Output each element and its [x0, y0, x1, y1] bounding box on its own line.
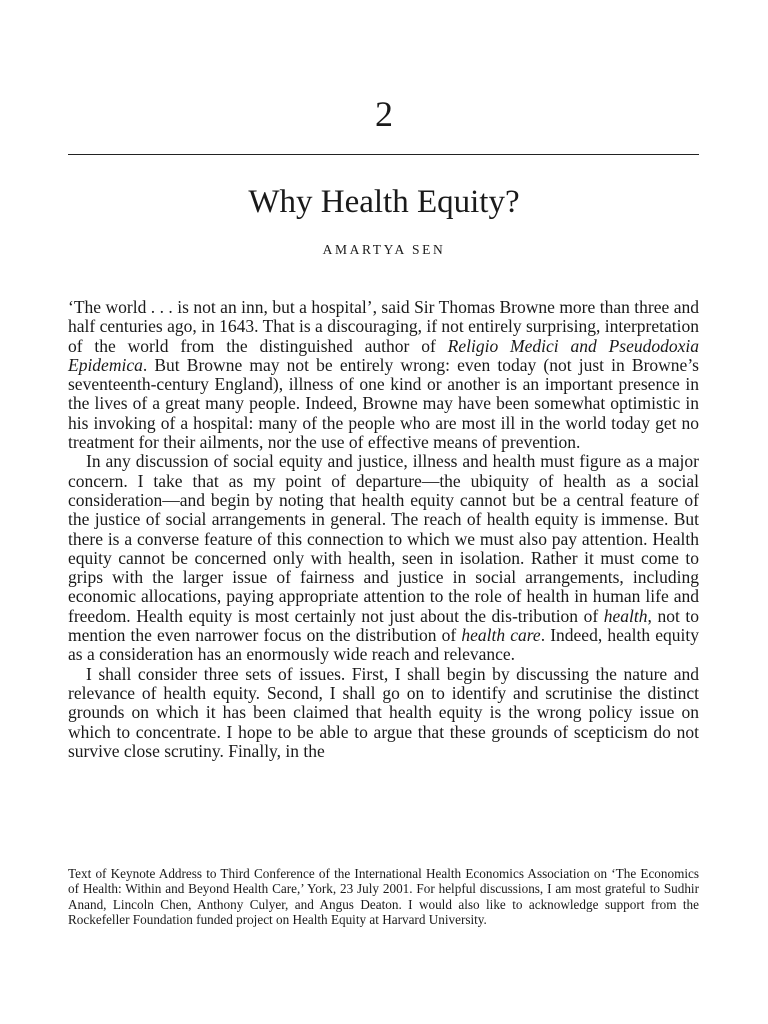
footnote: Text of Keynote Address to Third Conference of the International Health Economics Association on ‘The Economics of Health: Within and Beyond Health Care,’ York, 23 July 2001. For helpful discussions, I am most grateful to Sudhir Anand, Lincoln Chen, Anthony Culyer, and Angus Deaton. I would also like to acknowledge support from the Rockefeller Foundation funded project on Health Equity at Harvard University. [68, 866, 699, 928]
paragraph-1 [68, 298, 699, 452]
paragraph-2-run-5: . Indeed, health equity as a consideration has an enormously wide reach and relevance. [68, 625, 700, 665]
chapter-number: 2 [375, 94, 393, 134]
health-italic: health [603, 605, 648, 626]
chapter-author: AMARTYA SEN [322, 242, 446, 257]
paragraph-1-run-3: . But Browne may not be entirely wrong: even today (not just in Browne’s seventeenth-century England), illness of one kind or another is an important presence in the lives of a great many people. Indeed, Browne may have been somewhat optimistic in his invoking of a hospital: many of the people who are most ill in the world today get no treatment for their ailments, nor the use of effective means of prevention. [68, 354, 699, 453]
paragraph-1-run-1: ‘The world . . . is not an inn, but a hospital’, said Sir Thomas Browne more than three and half centuries ago, in 1643. That is a discouraging, if not entirely surprising, interpretation of the world from the distinguished author of [68, 297, 699, 356]
health-care-italic: health care [461, 625, 541, 646]
paragraph-3 [68, 665, 699, 761]
chapter-title: Why Health Equity? [248, 184, 520, 220]
book-title-italic: Religio Medici and Pseudodoxia Epidemica [68, 335, 699, 375]
paragraph-2-run-1: In any discussion of social equity and justice, illness and health must figure as a major concern. I take that as my point of departure—the ubiquity of health as a social consideration—and begin by noting that health equity cannot but be a central feature of the justice of social arrangements in general. The reach of health equity is immense. But there is a converse feature of this connection to which we must also pay attention. Health equity cannot be concerned only with health, seen in isolation. Rather it must come to grips with the larger issue of fairness and justice in social arrangements, including economic allocations, paying appropriate attention to the role of health in human life and freedom. Health equity is most certainly not just about the dis-tribution of [68, 451, 699, 626]
paragraph-2 [68, 452, 699, 664]
paragraph-2-run-3: , not to mention the even narrower focus on the distribution of [68, 605, 699, 646]
paragraph-3-run-1: I shall consider three sets of issues. First, I shall begin by discussing the nature and relevance of health equity. Second, I shall go on to identify and scrutinise the distinct grounds on which it has been claimed that health equity is the wrong policy issue on which to concentrate. I hope to be able to argue that these grounds of scepticism do not survive close scrutiny. Finally, in the [68, 663, 699, 761]
header-rule [68, 154, 699, 155]
body-text [68, 298, 699, 761]
